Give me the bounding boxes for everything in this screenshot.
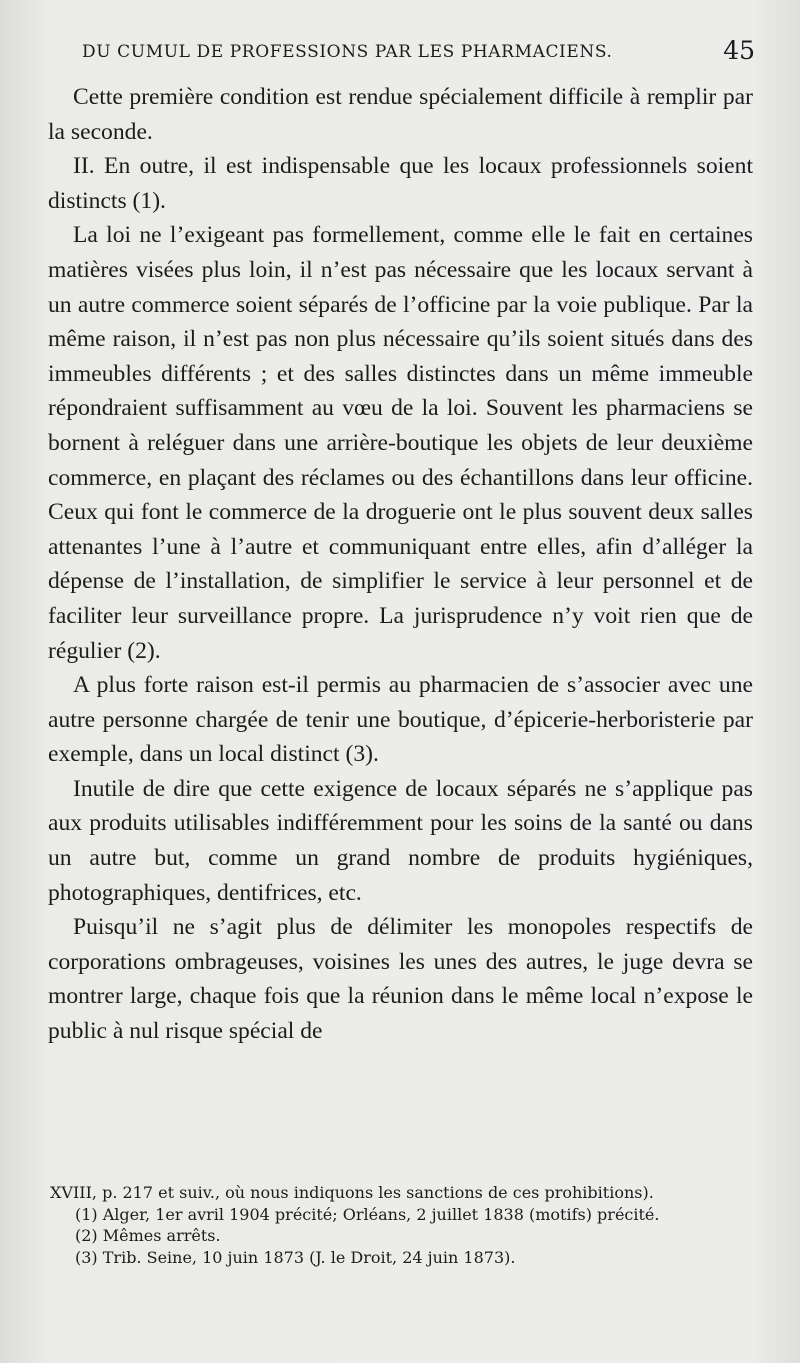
footnote: (1) Alger, 1er avril 1904 précité; Orléans, 2 juillet 1838 (motifs) précité. <box>75 1204 660 1224</box>
paragraph: A plus forte raison est-il permis au pharmacien de s’associer avec une autre personne chargée de tenir une boutique, d’épicerie-herboristerie par exemple, dans un local distinct (3). <box>48 672 753 768</box>
body-text <box>48 80 753 1049</box>
paragraph: Puisqu’il ne s’agit plus de délimiter les monopoles respectifs de corporations ombrageuses, voisines les unes des autres, le juge devra se montrer large, chaque fois que la réunion dans le même local n’expose le public à nul risque spécial de <box>48 914 753 1045</box>
footnotes <box>50 1182 753 1268</box>
page-header <box>60 36 760 72</box>
footnote: (3) Trib. Seine, 10 juin 1873 (J. le Droit, 24 juin 1873). <box>75 1247 516 1267</box>
paragraph: La loi ne l’exigeant pas formellement, comme elle le fait en certaines matières visées plus loin, il n’est pas nécessaire que les locaux servant à un autre commerce soient séparés de l’officine par la voie publique. Par la même raison, il n’est pas non plus nécessaire qu’ils soient situés dans des immeubles différents ; et des salles distinctes dans un même immeuble répondraient suffisamment au vœu de la loi. Souvent les pharmaciens se bornent à reléguer dans une arrière-boutique les objets de leur deuxième commerce, en plaçant des réclames ou des échantillons dans leur officine. Ceux qui font le commerce de la droguerie ont le plus souvent deux salles attenantes l’une à l’autre et communiquant entre elles, afin d’alléger la dépense de l’installation, de simplifier le service à leur personnel et de faciliter leur surveillance propre. La jurisprudence n’y voit rien que de régulier (2). <box>48 222 753 664</box>
running-head: DU CUMUL DE PROFESSIONS PAR LES PHARMACIENS. <box>82 42 613 62</box>
page-number: 45 <box>723 36 755 65</box>
paragraph: Cette première condition est rendue spécialement difficile à remplir par la seconde. <box>48 84 753 145</box>
paragraph: Inutile de dire que cette exigence de locaux séparés ne s’applique pas aux produits utilisables indifféremment pour les soins de la santé ou dans un autre but, comme un grand nombre de produits hygiéniques, photographiques, dentifrices, etc. <box>48 775 753 906</box>
paragraph: II. En outre, il est indispensable que les locaux professionnels soient distincts (1). <box>48 153 753 214</box>
footnote: (2) Mêmes arrêts. <box>75 1226 221 1245</box>
footnote-continuation: XVIII, p. 217 et suiv., où nous indiquons les sanctions de ces prohibitions). <box>50 1183 654 1202</box>
